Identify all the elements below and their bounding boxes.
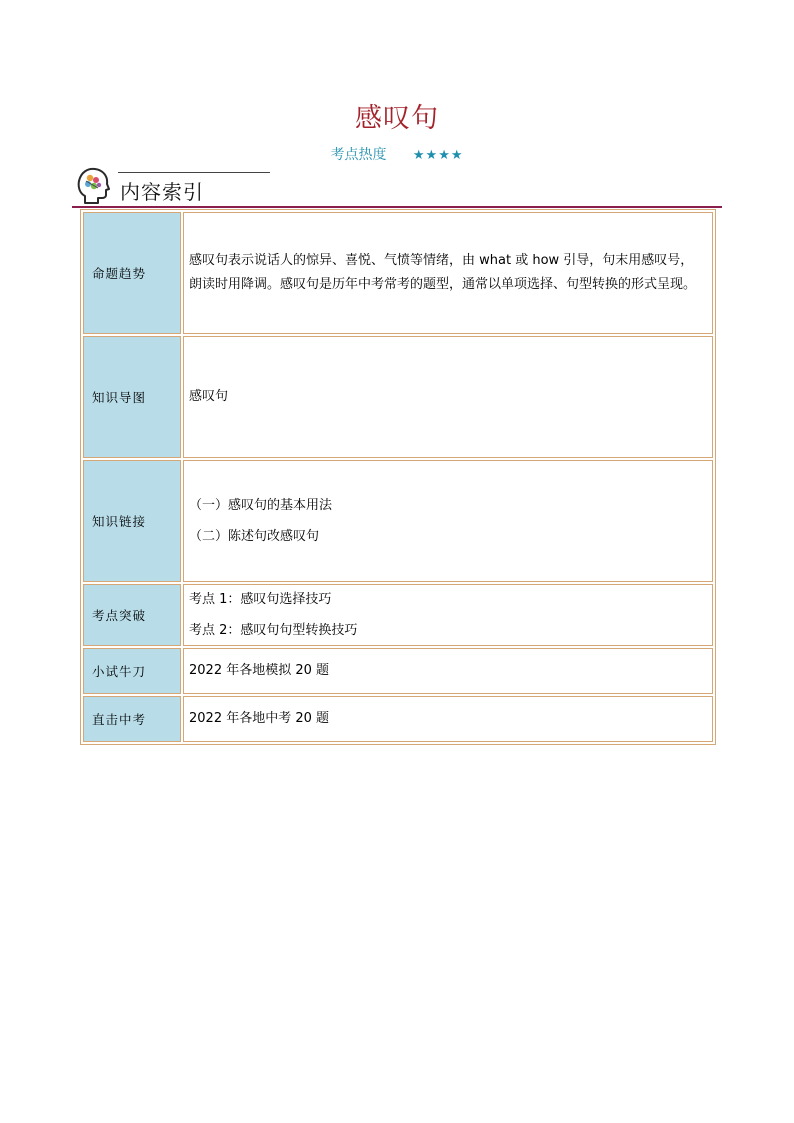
row-text: 感叹句表示说话人的惊异、喜悦、气愤等情绪，由 what 或 how 引导，句末用感叹号，朗读时用降调。感叹句是历年中考常考的题型，通常以单项选择、句型转换的形式呈现。: [189, 253, 697, 292]
row-text: （一）感叹句的基本用法: [189, 497, 333, 513]
table-row: [83, 336, 713, 458]
heading-top-line: [118, 172, 270, 173]
table-row: [83, 460, 713, 582]
table-row: [83, 584, 713, 646]
row-text: （二）陈述句改感叹句: [189, 528, 320, 544]
heat-label: 考点热度: [330, 147, 387, 163]
row-label: 知识链接: [83, 460, 181, 582]
content-index-table: [80, 209, 716, 745]
row-label: 知识导图: [83, 336, 181, 458]
row-label: 命题趋势: [83, 212, 181, 334]
row-content: [183, 584, 713, 646]
table-row: [83, 648, 713, 694]
section-header: [72, 166, 722, 210]
row-text: 2022 年各地模拟 20 题: [189, 663, 330, 678]
heat-rating: [0, 144, 794, 164]
row-text: 2022 年各地中考 20 题: [189, 711, 330, 726]
row-label: 考点突破: [83, 584, 181, 646]
row-text: 感叹句: [189, 389, 229, 404]
row-content: [183, 212, 713, 334]
row-text: 考点 2：感叹句句型转换技巧: [189, 622, 358, 638]
row-label: 直击中考: [83, 696, 181, 742]
page-title: 感叹句: [355, 103, 439, 134]
heading-divider: [72, 206, 722, 208]
row-content: [183, 336, 713, 458]
table-row: [83, 212, 713, 334]
head-brain-icon: [76, 167, 110, 205]
heat-stars: ★★★★: [412, 148, 464, 163]
table-row: [83, 696, 713, 742]
row-content: [183, 460, 713, 582]
row-content: [183, 648, 713, 694]
row-text: 考点 1：感叹句选择技巧: [189, 591, 332, 607]
section-heading: 内容索引: [120, 180, 204, 204]
row-label: 小试牛刀: [83, 648, 181, 694]
row-content: [183, 696, 713, 742]
